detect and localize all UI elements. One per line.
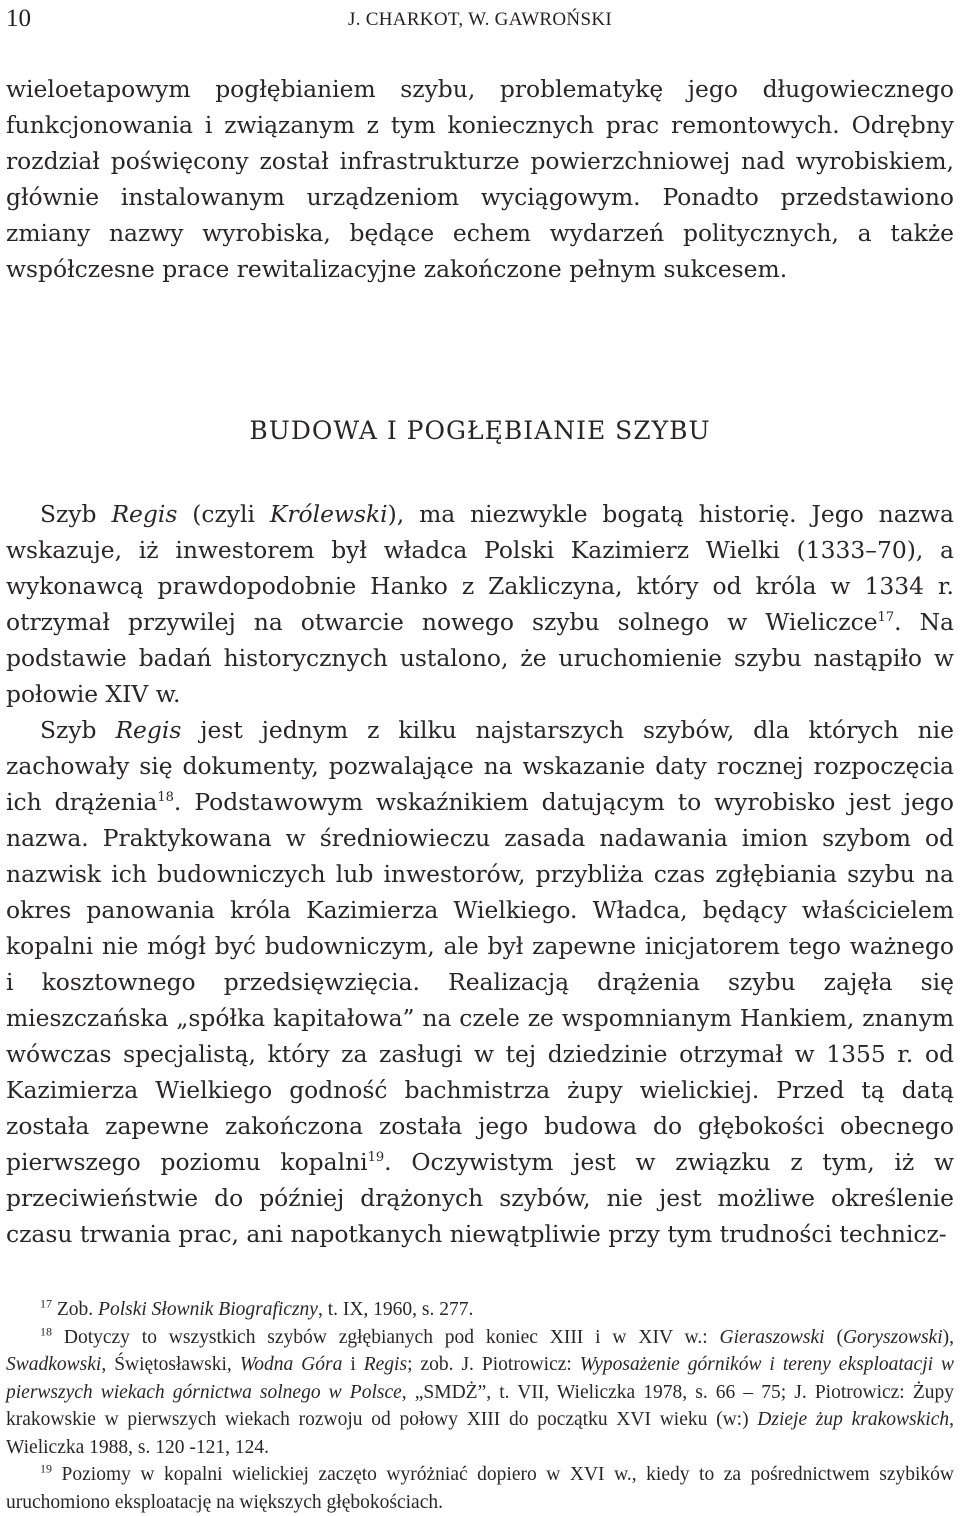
italic-run: Królewski: [269, 500, 388, 528]
text-run: Szyb: [40, 716, 116, 744]
footnote-18: [6, 1324, 954, 1462]
section-heading: BUDOWA I POGŁĘBIANIE SZYBU: [249, 416, 711, 445]
text-run: , t. IX, 1960, s. 277.: [317, 1299, 474, 1320]
italic-run: Swadkowski: [6, 1354, 102, 1375]
text-run: jest jednym z kilku najstarszych szybów, dla których nie zachowały się dokumenty, pozwalające na wskazanie daty rocznej rozpoczęcia ich drążenia: [6, 716, 954, 816]
text-run: , Wieliczka 1988, s. 120 -121, 124.: [6, 1409, 954, 1458]
italic-run: Regis: [111, 500, 178, 528]
document-page: [6, 0, 954, 1516]
text-run: . Na podstawie badań historycznych ustalono, że uruchomienie szybu nastąpiło w połowie XIV w.: [6, 608, 954, 708]
text-run: ),: [942, 1326, 954, 1348]
footnote-mark: 18: [40, 1324, 52, 1338]
text-run: Zob.: [52, 1299, 99, 1320]
italic-run: Regis: [115, 716, 182, 744]
paragraph-1: [6, 496, 954, 712]
italic-run: Goryszowski: [842, 1326, 943, 1348]
footnote-mark: 19: [40, 1461, 52, 1476]
italic-run: Regis: [363, 1354, 408, 1375]
intro-text: wieloetapowym pogłębianiem szybu, problematykę jego długowiecznego funkcjonowania i związanym z tym koniecznych prac remontowych. Odrębny rozdział poświęcony został infrastrukturze powierzchniowej nad wyrobiskiem, głównie instalowanym urządzeniom wyciągowym. Ponadto przedstawiono zmiany nazwy wyrobiska, będące echem wydarzeń politycznych, a także współczesne prace rewitalizacyjne zakończone pełnym sukcesem.: [6, 75, 954, 283]
italic-run: Polski Słownik Biograficzny: [98, 1299, 318, 1320]
text-run: . Podstawowym wskaźnikiem datującym to wyrobisko jest jego nazwa. Praktykowana w średniowieczu zasada nadawania imion szybom od nazwisk ich budowniczych lub inwestorów, przybliża czas zgłębiania szybu na okres panowania króla Kazimierza Wielkiego. Władca, będący właścicielem kopalni nie mógł być budowniczym, ale był zapewne inicjatorem tego ważnego i kosztownego przedsięwzięcia. Realizacją drążenia szybu zajęła się mieszczańska „spółka kapitałowa” na czele ze wspomnianym Hankiem, znanym wówczas specjalistą, który za zasługi w tej dziedzinie otrzymał w 1355 r. od Kazimierza Wielkiego godność bachmistrza żupy wielickiej. Przed tą datą została zapewne zakończona została jego budowa do głębokości obecnego pierwszego poziomu kopalni: [6, 788, 954, 1176]
page-header: [6, 4, 954, 34]
italic-run: Dzieje żup krakowskich: [757, 1409, 950, 1430]
running-title: J. CHARKOT, W. GAWROŃSKI: [348, 9, 612, 30]
footnote-ref-18[interactable]: 18: [157, 790, 174, 806]
text-run: ; zob. J. Piotrowicz:: [407, 1354, 580, 1375]
italic-run: Gieraszowski: [719, 1326, 825, 1348]
main-text: [6, 496, 954, 1252]
footnote-ref-19[interactable]: 19: [367, 1150, 385, 1166]
intro-paragraph: [6, 71, 954, 287]
text-run: , Świętosławski,: [101, 1354, 240, 1375]
footnote-19: [6, 1461, 954, 1516]
italic-run: Wyposażenie górników i tereny eksploatacji w pierwszych wiekach górnictwa solnego w Polsce: [6, 1354, 955, 1403]
footnotes: [6, 1296, 954, 1516]
text-run: Szyb: [40, 500, 112, 528]
footnote-17: [6, 1296, 954, 1324]
text-run: i: [342, 1354, 364, 1375]
text-run: ), ma niezwykle bogatą historię. Jego nazwa wskazuje, iż inwestorem był władca Polski Kazimierz Wielki (1333–70), a wykonawcą prawdopodobnie Hanko z Zakliczyna, który od króla w 1334 r. otrzymał przywilej na otwarcie nowego szybu solnego w Wieliczce: [6, 500, 954, 636]
footnote-mark: 17: [40, 1296, 52, 1311]
page-number: 10: [6, 5, 31, 32]
text-run: Dotyczy to wszystkich szybów zgłębianych pod koniec XIII i w XIV w.:: [52, 1326, 720, 1348]
italic-run: Wodna Góra: [239, 1354, 343, 1375]
paragraph-2: [6, 712, 954, 1252]
text-run: , „SMDŻ”, t. VII, Wieliczka 1978, s. 66 – 75; J. Piotrowicz: Żupy krakowskie w pierwszych wiekach rozwoju od połowy XIII do początku XVI wieku (w:): [6, 1381, 954, 1430]
text-run: (: [824, 1326, 843, 1348]
footnote-ref-17[interactable]: 17: [877, 610, 895, 626]
text-run: Poziomy w kopalni wielickiej zaczęto wyróżniać dopiero w XVI w., kiedy to za pośrednictwem szybików uruchomiono eksploatację na większych głębokościach.: [6, 1464, 954, 1513]
text-run: . Oczywistym jest w związku z tym, iż w przeciwieństwie do później drążonych szybów, nie jest możliwe określenie czasu trwania prac, ani napotkanych niewątpliwie przy tym trudności technicz-: [6, 1148, 954, 1248]
text-run: (czyli: [177, 500, 270, 528]
